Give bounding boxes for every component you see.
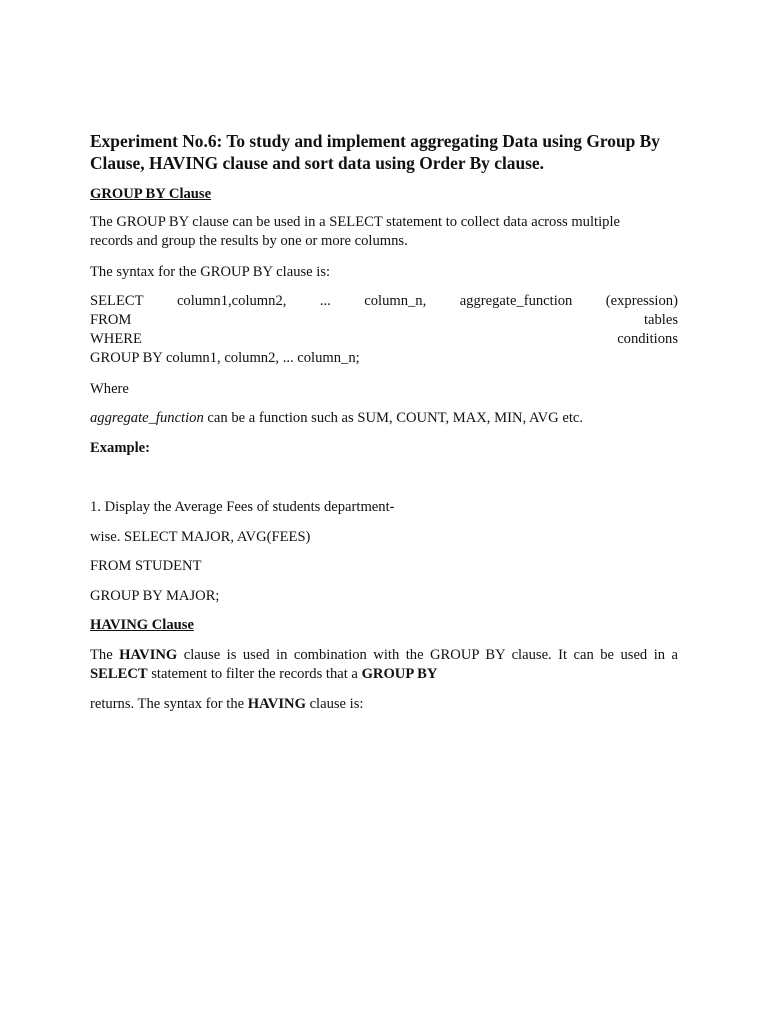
intro-line-1: The GROUP BY clause can be used in a SELECT statement to collect data across multiple (90, 214, 620, 230)
syntax-where-keyword: WHERE (90, 331, 142, 347)
example-line-1: 1. Display the Average Fees of students department- (90, 499, 395, 515)
having-text: returns. The syntax for the (90, 696, 248, 712)
example-line-2: wise. SELECT MAJOR, AVG(FEES) (90, 529, 311, 545)
having-keyword: HAVING (119, 647, 178, 663)
group-by-keyword: GROUP BY (361, 666, 438, 682)
syntax-columns: column1,column2, (176, 293, 287, 309)
experiment-title (90, 130, 678, 174)
aggregate-function-description (90, 409, 678, 428)
syntax-tables: tables (643, 312, 678, 328)
having-keyword: HAVING (247, 696, 306, 712)
syntax-conditions: conditions (617, 331, 678, 347)
group-by-intro (90, 213, 678, 251)
where-label: Where (90, 381, 129, 397)
syntax-aggregate-function: aggregate_function (459, 293, 573, 309)
aggregate-function-text: can be a function such as SUM, COUNT, MAX, MIN, AVG etc. (203, 410, 584, 426)
syntax-intro: The syntax for the GROUP BY clause is: (90, 264, 331, 280)
title-line-1: Experiment No.6: To study and implement aggregating Data using Group By (90, 131, 660, 151)
aggregate-function-term: aggregate_function (90, 410, 204, 426)
having-heading: HAVING Clause (90, 617, 194, 633)
syntax-line-select (90, 292, 678, 311)
having-text: The (90, 647, 120, 663)
example-line-4: GROUP BY MAJOR; (90, 588, 220, 604)
having-text: clause is: (305, 696, 364, 712)
syntax-ellipsis: ... (319, 293, 331, 309)
having-paragraph-2 (90, 695, 678, 714)
example-label: Example: (90, 440, 150, 456)
example-line-3: FROM STUDENT (90, 558, 202, 574)
syntax-column-n: column_n, (364, 293, 427, 309)
syntax-line-group-by: GROUP BY column1, column2, ... column_n; (90, 350, 360, 366)
having-text: clause is used in combination with the GROUP BY clause. It can be used in a (177, 647, 678, 663)
group-by-heading: GROUP BY Clause (90, 186, 212, 202)
syntax-line-where (90, 330, 678, 349)
syntax-line-from (90, 311, 678, 330)
title-line-2: Clause, HAVING clause and sort data using Order By clause. (90, 153, 544, 173)
having-paragraph-1 (90, 646, 678, 684)
group-by-syntax (90, 292, 678, 368)
having-text: statement to filter the records that a (147, 666, 362, 682)
syntax-select-keyword: SELECT (90, 293, 144, 309)
select-keyword: SELECT (90, 666, 148, 682)
intro-line-2: records and group the results by one or more columns. (90, 233, 408, 249)
syntax-from-keyword: FROM (90, 312, 132, 328)
syntax-expression: (expression) (605, 293, 678, 309)
